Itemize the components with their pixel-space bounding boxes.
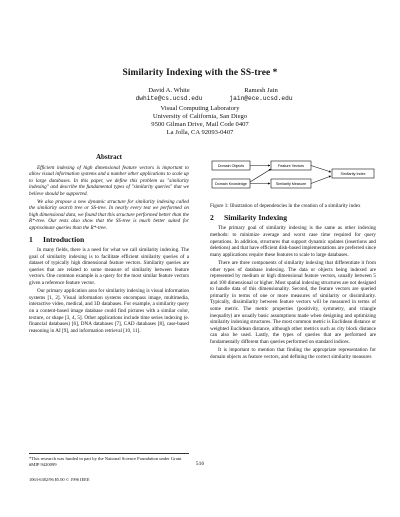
affiliation: [0, 105, 400, 137]
author-email: dwhite@cs.ucsd.edu: [135, 95, 203, 102]
paper-title: Similarity Indexing with the SS-tree *: [122, 68, 278, 78]
box-label: Domain Knowledge: [215, 182, 247, 186]
arrow: [250, 169, 271, 182]
body-paragraph: Our primary application area for similarity indexing is visual information systems [1, 2]. Visual information systems encompass image, multimedia, interactive video, medical, and 3D databases. For example, a similarity query on a content-based image database could find pictures with a similar color, texture, or shape [3, 4, 5]. Other applications include time series indexing (e. financial databases) [6], DNA databases [7], CAD databases [8], case-based reasoning in AI [9], and information retrieval [10, 11].: [29, 288, 189, 334]
affiliation-line: Visual Computing Laboratory: [160, 105, 240, 112]
body-paragraph: The primary goal of similarity indexing is the same as other indexing methods: to minimize average and worst case time required for query operations. In addition, structures that support dynamic updates (insertions and deletions) and that have efficient disk-based implementations are preferred since many applications require these features to scale to large databases.: [210, 225, 376, 258]
affiliation-line: 9500 Gilman Drive, Mail Code 0407: [151, 121, 249, 129]
section-heading-similarity-indexing: [210, 213, 376, 222]
author-name: David A. White: [148, 87, 190, 94]
body-paragraph: It is important to mention that finding the appropriate representation for domain objects as feature vectors, and defining the correct similarity measures: [210, 347, 376, 360]
left-column: [29, 153, 189, 336]
arrow: [311, 176, 331, 184]
author-email: jain@ece.ucsd.edu: [229, 95, 293, 102]
abstract-heading: Abstract: [95, 153, 123, 161]
author-block: [196, 87, 326, 103]
section-title: Introduction: [43, 235, 85, 245]
body-paragraph: There are three components of similarity indexing that differentiate it from other types of database indexing. The data or objects being indexed are represented by medium or high dimensional feature vectors, usually between 5 and 100 dimensional or higher. Most spatial indexing structures are not designed to handle data of this dimensionality. Second, the feature vectors are queried primarily in terms of one or more measures of similarity or dissimilarity. Typically, dissimilarity between feature vectors will be measured in terms of some metric. The metric properties (positivity, symmetry, and triangle inequality) are usually basic assumptions made when designing and optimizing similarity indexing structures. The most common metric is Euclidean distance or weighted Euclidean distance, although other metrics such as city block distance can also be used. Lastly, the types of queries that are performed are fundamentally different than queries performed on standard indices.: [210, 260, 376, 345]
box-label: Similarity Index: [340, 172, 366, 176]
box-label: Domain Objects: [217, 164, 245, 168]
affiliation-line: University of California, San Diego: [152, 113, 248, 121]
section-heading-introduction: [29, 235, 189, 244]
right-column: [210, 155, 376, 362]
figure-caption: Figure 1: Illustration of dependencies in the creation of a similarity index: [210, 203, 361, 209]
box-label: Feature Vectors: [277, 164, 305, 168]
figure-1: [210, 155, 380, 197]
box-label: Similarity Measure: [275, 182, 307, 186]
page-number: 516: [195, 461, 205, 467]
author-name: Ramesh Jain: [244, 87, 278, 94]
body-paragraph: In many fields, there is a need for what we call similarity indexing. The goal of similarity indexing is to facilitate efficient similarity queries of a dataset of typically high dimensional feature vectors. Similarity queries are queries that are related to some measure of similarity between feature vectors. One common example is a query for the most similar feature vectors given a reference feature vector.: [29, 247, 189, 286]
section-number: 1: [29, 235, 33, 245]
section-number: 2: [210, 213, 214, 223]
copyright-notice: 1063-6382/96 $5.00 © 1996 IEEE: [29, 477, 90, 482]
abstract-paragraph: Efficient indexing of high dimensional feature vectors is important to allow visual information systems and a number other applications to scale up to large databases. In this paper, we define this problem as "similarity indexing" and describe the fundamental types of "similarity queries" that we believe should be supported.: [29, 165, 189, 197]
abstract-paragraph: We also propose a new dynamic structure for similarity indexing called the similarity search tree or SS-tree. In nearly every test we performed on high dimensional data, we found that this structure performed better than the R*-tree. Our tests also show that the SS-tree is much better suited for approximate queries than the R*-tree.: [29, 199, 189, 231]
arrow: [311, 166, 331, 173]
section-title: Similarity Indexing: [224, 213, 288, 223]
footnote: *This research was funded in part by the National Science Foundation under Grant #MIP 9420099: [29, 453, 189, 467]
affiliation-line: La Jolla, CA 92093-0407: [166, 129, 234, 137]
dependency-diagram: [210, 155, 380, 197]
